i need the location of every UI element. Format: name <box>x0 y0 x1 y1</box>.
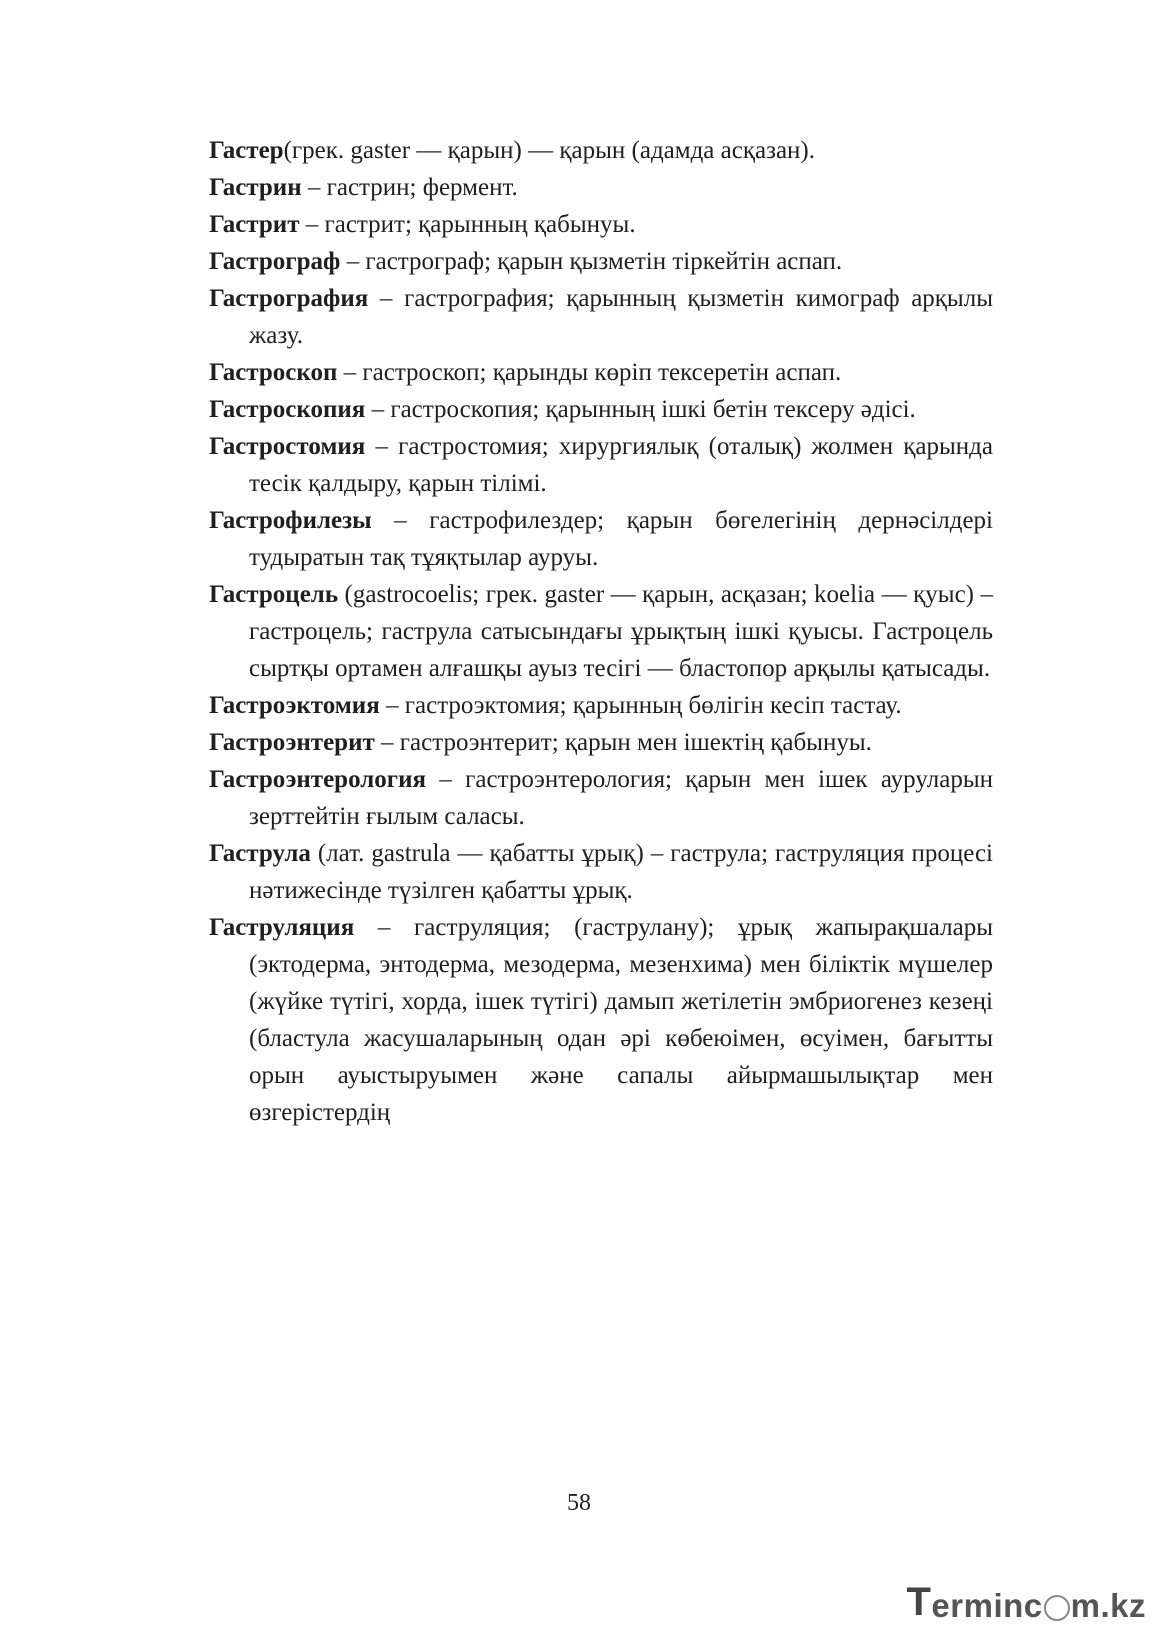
entry-term: Гастроэнтерит <box>209 729 375 756</box>
entry-definition: – гаструляция; (гаструлану); ұрық жапырақшалары (эктодерма, энтодерма, мезодерма, мезенхима) мен біліктік мүшелер (жүйке түтігі, хорда, ішек түтігі) дамып жетілетін эмбриогенез кезеңі (бластула жасушаларының одан әрі көбеюімен, өсуімен, бағытты орын ауыстыруымен және сапалы айырмашылықтар мен өзгерістердің <box>249 914 993 1126</box>
entry-term: Гастрит <box>209 211 300 238</box>
entry-definition: – гастроэнтерит; қарын мен ішектің қабынуы. <box>374 729 872 756</box>
watermark-text-part2: m.kz <box>1070 1587 1146 1624</box>
dictionary-entry <box>209 428 993 502</box>
dictionary-entry <box>209 576 993 687</box>
entry-term: Гастроскоп <box>209 359 338 386</box>
entry-term: Гастроскопия <box>209 396 366 423</box>
entry-definition: – гастрофилездер; қарын бөгелегінің дернәсілдері тудыратын тақ тұяқтылар ауруы. <box>249 507 993 571</box>
entry-definition: – гастрография; қарынның қызметін кимограф арқылы жазу. <box>249 285 993 349</box>
dictionary-entry <box>209 280 993 354</box>
entry-definition: – гастростомия; хирургиялық (оталық) жолмен қарында тесік қалдыру, қарын тілімі. <box>249 433 993 497</box>
dictionary-entry <box>209 206 993 243</box>
dictionary-entry <box>209 761 993 835</box>
dictionary-entry <box>209 687 993 724</box>
entry-definition: – гастроскопия; қарынның ішкі бетін тексеру әдісі. <box>365 396 916 423</box>
dictionary-entry <box>209 132 993 169</box>
entry-definition: (грек. gaster — қарын) — қарын (адамда асқазан). <box>283 137 816 164</box>
dictionary-entry <box>209 391 993 428</box>
entry-definition: – гастроэнтерология; қарын мен ішек ауруларын зерттейтін ғылым саласы. <box>249 766 993 830</box>
dictionary-entries <box>209 132 993 1131</box>
entry-definition: – гастрограф; қарын қызметін тіркейтін аспап. <box>340 248 843 275</box>
entry-definition: (gastrocoelis; грек. gaster — қарын, асқазан; koelia — қуыс) – гастроцель; гаструла сатысындағы ұрықтың ішкі қуысы. Гастроцель сыртқы ортамен алғашқы ауыз тесігі — бластопор арқылы қатысады. <box>249 581 993 682</box>
entry-definition: (лат. gastrula — қабатты ұрық) – гаструла; гаструляция процесі нәтижесінде түзілген қабатты ұрық. <box>249 840 993 904</box>
watermark-text-part1: erminc <box>931 1587 1043 1624</box>
entry-term: Гаструляция <box>209 914 355 941</box>
site-watermark-logo <box>906 1580 1146 1625</box>
entry-definition: – гастрин; фермент. <box>301 174 518 201</box>
dictionary-entry <box>209 724 993 761</box>
page-number: 58 <box>567 1490 591 1516</box>
dictionary-entry <box>209 169 993 206</box>
dictionary-entry <box>209 354 993 391</box>
entry-term: Гастроцель <box>209 581 339 608</box>
entry-definition: – гастроскоп; қарынды көріп тексеретін аспап. <box>337 359 842 386</box>
dictionary-entry <box>209 502 993 576</box>
dictionary-entry <box>209 243 993 280</box>
entry-term: Гастер <box>209 137 284 164</box>
entry-term: Гастроэнтерология <box>209 766 427 793</box>
dictionary-entry <box>209 835 993 909</box>
entry-term: Гастроэктомия <box>209 692 380 719</box>
entry-term: Гастрофилезы <box>209 507 372 534</box>
magnifier-icon <box>1044 1595 1070 1621</box>
entry-term: Гастрин <box>209 174 302 201</box>
entry-term: Гаструла <box>209 840 311 867</box>
entry-definition: – гастрит; қарынның қабынуы. <box>299 211 636 238</box>
entry-term: Гастрография <box>209 285 369 312</box>
entry-definition: – гастроэктомия; қарынның бөлігін кесіп тастау. <box>379 692 902 719</box>
entry-term: Гастростомия <box>209 433 366 460</box>
dictionary-entry <box>209 909 993 1131</box>
watermark-initial: T <box>906 1580 932 1624</box>
entry-term: Гастрограф <box>209 248 341 275</box>
